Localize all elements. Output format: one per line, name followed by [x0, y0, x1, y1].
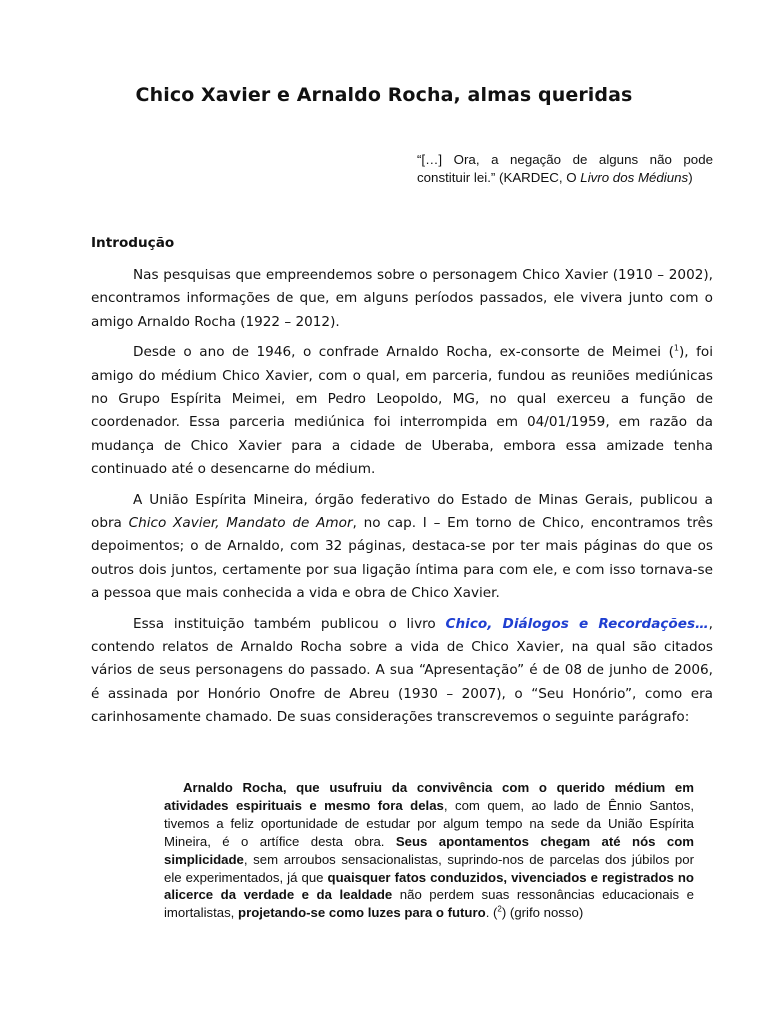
document-title: Chico Xavier e Arnaldo Rocha, almas queridas [135, 84, 633, 106]
paragraph-4 [91, 613, 713, 729]
book-link-chico-dialogos[interactable]: Chico, Diálogos e Recordações… [445, 615, 709, 632]
footnote-ref-1[interactable]: 1 [673, 343, 679, 353]
quote-text-1: , com quem, ao lado de Ênnio Santos, tivemos a feliz oportunidade de estudar por algum tempo na sede da União Espírita Mineira, é o artífice desta obra. [164, 797, 694, 849]
paragraph-3 [91, 489, 713, 605]
paragraph-3-part-a: A União Espírita Mineira, órgão federativo do Estado de Minas Gerais, publicou a obra [91, 491, 713, 531]
epigraph-close: ) [688, 170, 693, 185]
paragraph-1: Nas pesquisas que empreendemos sobre o personagem Chico Xavier (1910 – 2002), encontramos informações de que, em alguns períodos passados, ele vivera junto com o amigo Arnaldo Rocha (1922 – 2012). [91, 267, 713, 330]
quote-text-3: não perdem suas ressonâncias educacionais e imortalistas, [164, 887, 695, 921]
paragraph-4-part-a: Essa instituição também publicou o livro [133, 615, 446, 632]
paragraph-4-part-b: , contendo relatos de Arnaldo Rocha sobre a vida de Chico Xavier, na qual são citados vários de seus personagens do passado. A sua “Apresentação” é de 08 de junho de 2006, é assinada por Honório Onofre de Abreu (1930 – 2007), o “Seu Honório”, como era carinhosamente chamado. De suas considerações transcrevemos o seguinte parágrafo: [91, 615, 713, 725]
paragraph-2 [91, 341, 713, 481]
paragraph-3-part-b: , no cap. I – Em torno de Chico, encontramos três depoimentos; o de Arnaldo, com 32 páginas, destaca-se por ter mais páginas do que os outros dois juntos, certamente por sua ligação íntima para com ele, e com isso tornava-se a pessoa que mais conhecida a vida e obra de Chico Xavier. [91, 514, 713, 601]
epigraph-text: “[…] Ora, a negação de alguns não pode constituir lei.” (KARDEC, O [417, 152, 713, 185]
quote-bold-1: Arnaldo Rocha, que usufruiu da convivência com o querido médium em atividades espirituais e mesmo fora delas [164, 780, 694, 813]
footnote-ref-2[interactable]: 2 [497, 904, 502, 914]
paragraph-2-part-a: Desde o ano de 1946, o confrade Arnaldo Rocha, ex-consorte de Meimei ( [133, 344, 674, 361]
epigraph-book-title: Livro dos Médiuns [580, 170, 689, 185]
quote-text-5: ) (grifo nosso) [501, 905, 584, 921]
book-title-mandato: Chico Xavier, Mandato de Amor [128, 514, 353, 531]
quote-bold-3: quaisquer fatos conduzidos, vivenciados e registrados no alicerce da verdade e da lealdade [164, 869, 694, 903]
quote-bold-4: projetando-se como luzes para o futuro [238, 905, 486, 921]
epigraph [417, 151, 713, 187]
quote-bold-2: Seus apontamentos chegam até nós com simplicidade [164, 833, 694, 867]
block-quote [164, 779, 694, 922]
quote-text-2: , sem arroubos sensacionalistas, suprindo-nos de parcelas dos júbilos por ele experimentados, já que [164, 851, 694, 885]
quote-text-4: . ( [485, 905, 498, 921]
body-text [91, 264, 713, 737]
paragraph-2-part-b: ), foi amigo do médium Chico Xavier, com o qual, em parceria, fundou as reuniões mediúnicas no Grupo Espírita Meimei, em Pedro Leopoldo, MG, no qual exerceu a função de coordenador. Essa parceria mediúnica foi interrompida em 04/01/1959, em razão da mudança de Chico Xavier para a cidade de Uberaba, embora essa amizade tenha continuado até o desencarne do médium. [91, 344, 714, 477]
section-heading: Introdução [91, 235, 175, 251]
